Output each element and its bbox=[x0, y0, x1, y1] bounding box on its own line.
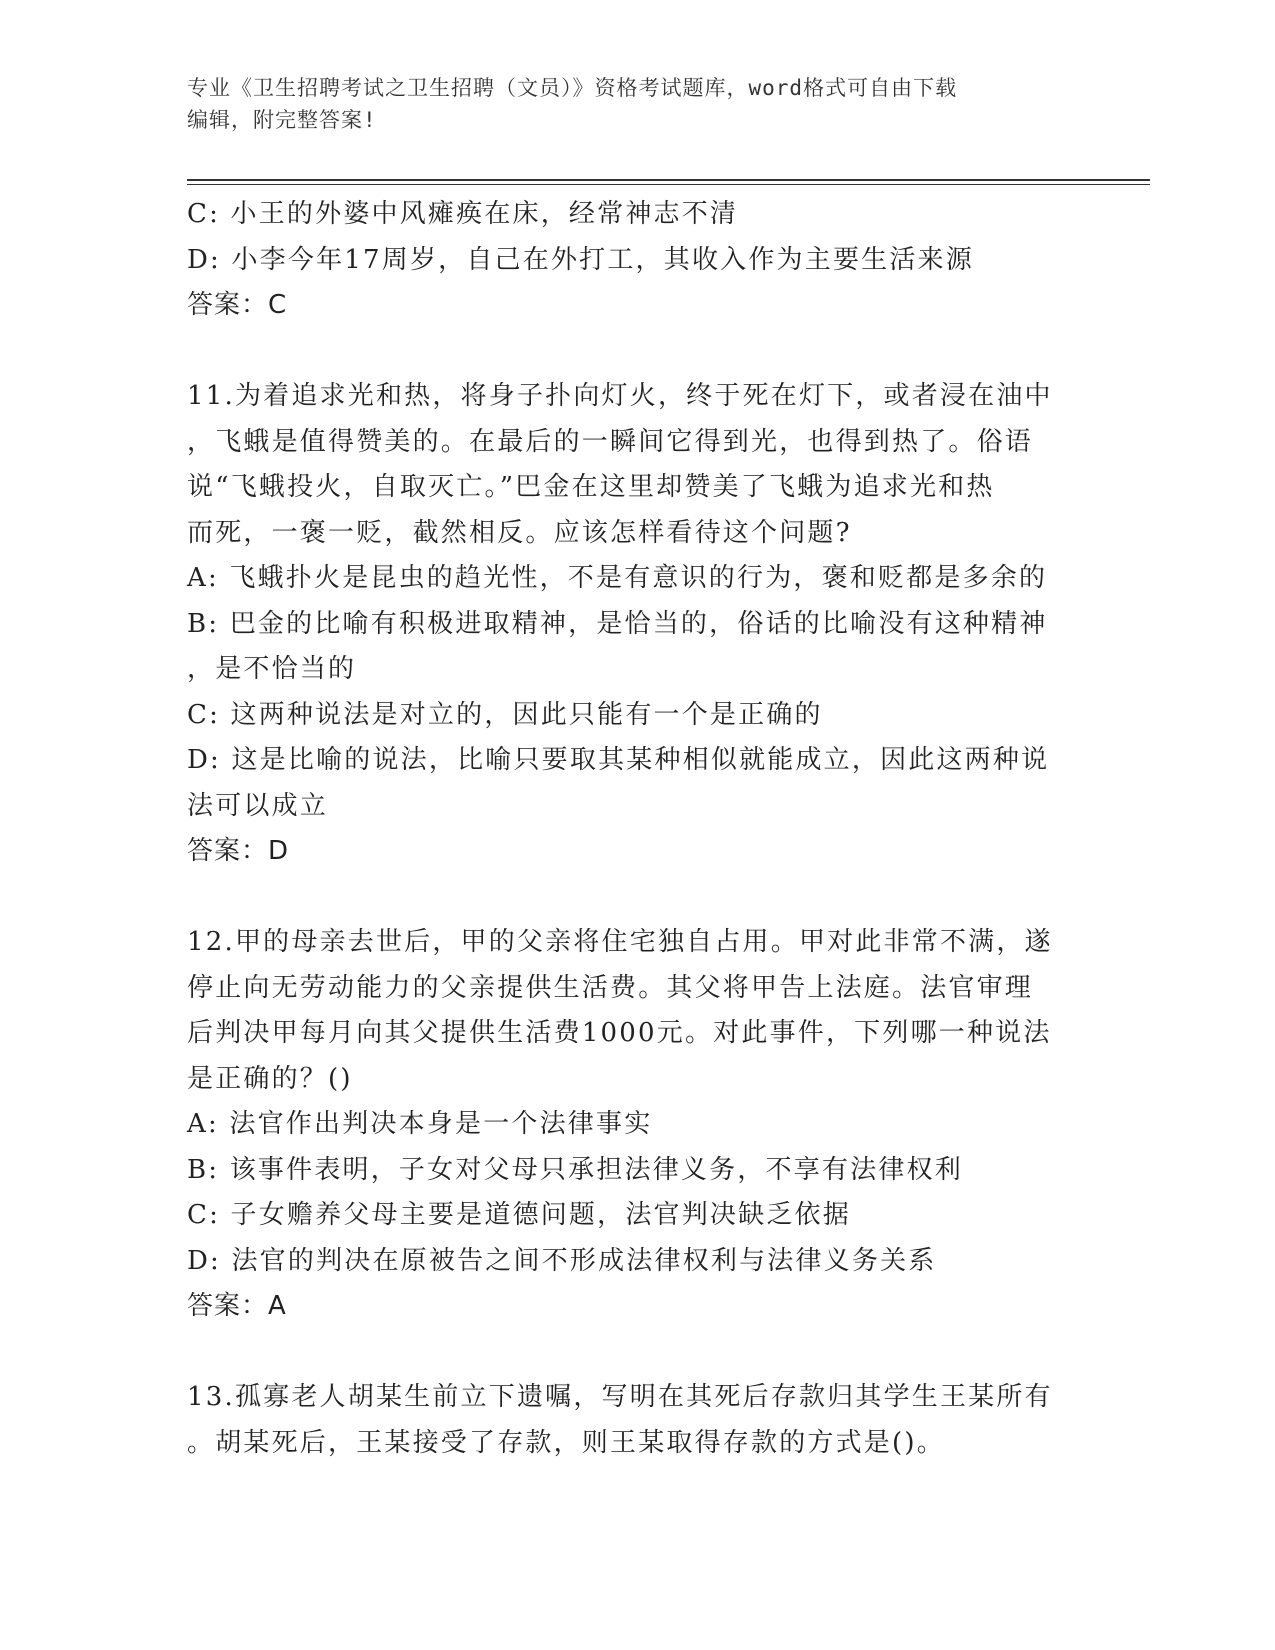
header-line: 专业《卫生招聘考试之卫生招聘（文员）》资格考试题库，word格式可自由下载 bbox=[187, 76, 958, 100]
answer: 答案：A bbox=[187, 1291, 287, 1321]
header-rule-thin bbox=[187, 184, 1150, 185]
answer: 答案：D bbox=[187, 836, 290, 866]
option-c: C: 小王的外婆中风瘫痪在床，经常神志不清 bbox=[187, 199, 739, 229]
question-stem-line: 后判决甲每月向其父提供生活费1000元。对此事件，下列哪一种说法 bbox=[187, 1018, 1052, 1048]
question-12 bbox=[187, 920, 1087, 1330]
question-stem-line: 说“飞蛾投火，自取灭亡。”巴金在这里却赞美了飞蛾为追求光和热 bbox=[187, 472, 995, 502]
question-stem-line: 而死，一褒一贬，截然相反。应该怎样看待这个问题? bbox=[187, 517, 852, 548]
option-b: B: 巴金的比喻有积极进取精神，是恰当的，俗话的比喻没有这种精神 bbox=[187, 608, 1048, 639]
option-a: A: 飞蛾扑火是昆虫的趋光性，不是有意识的行为，褒和贬都是多余的 bbox=[187, 563, 1048, 593]
question-11 bbox=[187, 374, 1087, 875]
option-d-continued: 法可以成立 bbox=[187, 790, 329, 821]
header-line: 编辑，附完整答案! bbox=[187, 108, 377, 132]
question-stem-line: 。胡某死后，王某接受了存款，则王某取得存款的方式是()。 bbox=[187, 1427, 945, 1458]
option-c: C: 子女赡养父母主要是道德问题，法官判决缺乏依据 bbox=[187, 1200, 851, 1230]
question-stem-line: 12.甲的母亲去世后，甲的父亲将住宅独自占用。甲对此非常不满，遂 bbox=[187, 927, 1053, 957]
option-b-continued: ，是不恰当的 bbox=[187, 654, 357, 684]
question-stem-line: ，飞蛾是值得赞美的。在最后的一瞬间它得到光，也得到热了。俗语 bbox=[187, 426, 1034, 457]
option-b: B: 该事件表明，子女对父母只承担法律义务，不享有法律权利 bbox=[187, 1154, 963, 1185]
option-d: D: 小李今年17周岁，自己在外打工，其收入作为主要生活来源 bbox=[187, 244, 974, 275]
question-stem-line: 是正确的？() bbox=[187, 1063, 353, 1094]
question-stem-line: 13.孤寡老人胡某生前立下遗嘱，写明在其死后存款归其学生王某所有 bbox=[187, 1382, 1053, 1412]
answer: 答案：C bbox=[187, 290, 288, 320]
option-d: D: 这是比喻的说法，比喻只要取其某种相似就能成立，因此这两种说 bbox=[187, 745, 1050, 775]
previous-question-tail bbox=[187, 192, 1087, 329]
document-header bbox=[187, 72, 1067, 136]
question-stem-line: 11.为着追求光和热，将身子扑向灯火，终于死在灯下，或者浸在油中 bbox=[187, 381, 1053, 411]
question-stem-line: 停止向无劳动能力的父亲提供生活费。其父将甲告上法庭。法官审理 bbox=[187, 972, 1034, 1003]
option-d: D: 法官的判决在原被告之间不形成法律权利与法律义务关系 bbox=[187, 1245, 937, 1276]
header-rule-thick bbox=[187, 179, 1150, 181]
question-13 bbox=[187, 1375, 1087, 1466]
question-content bbox=[187, 192, 1087, 1466]
option-c: C: 这两种说法是对立的，因此只能有一个是正确的 bbox=[187, 699, 823, 730]
option-a: A: 法官作出判决本身是一个法律事实 bbox=[187, 1109, 653, 1139]
